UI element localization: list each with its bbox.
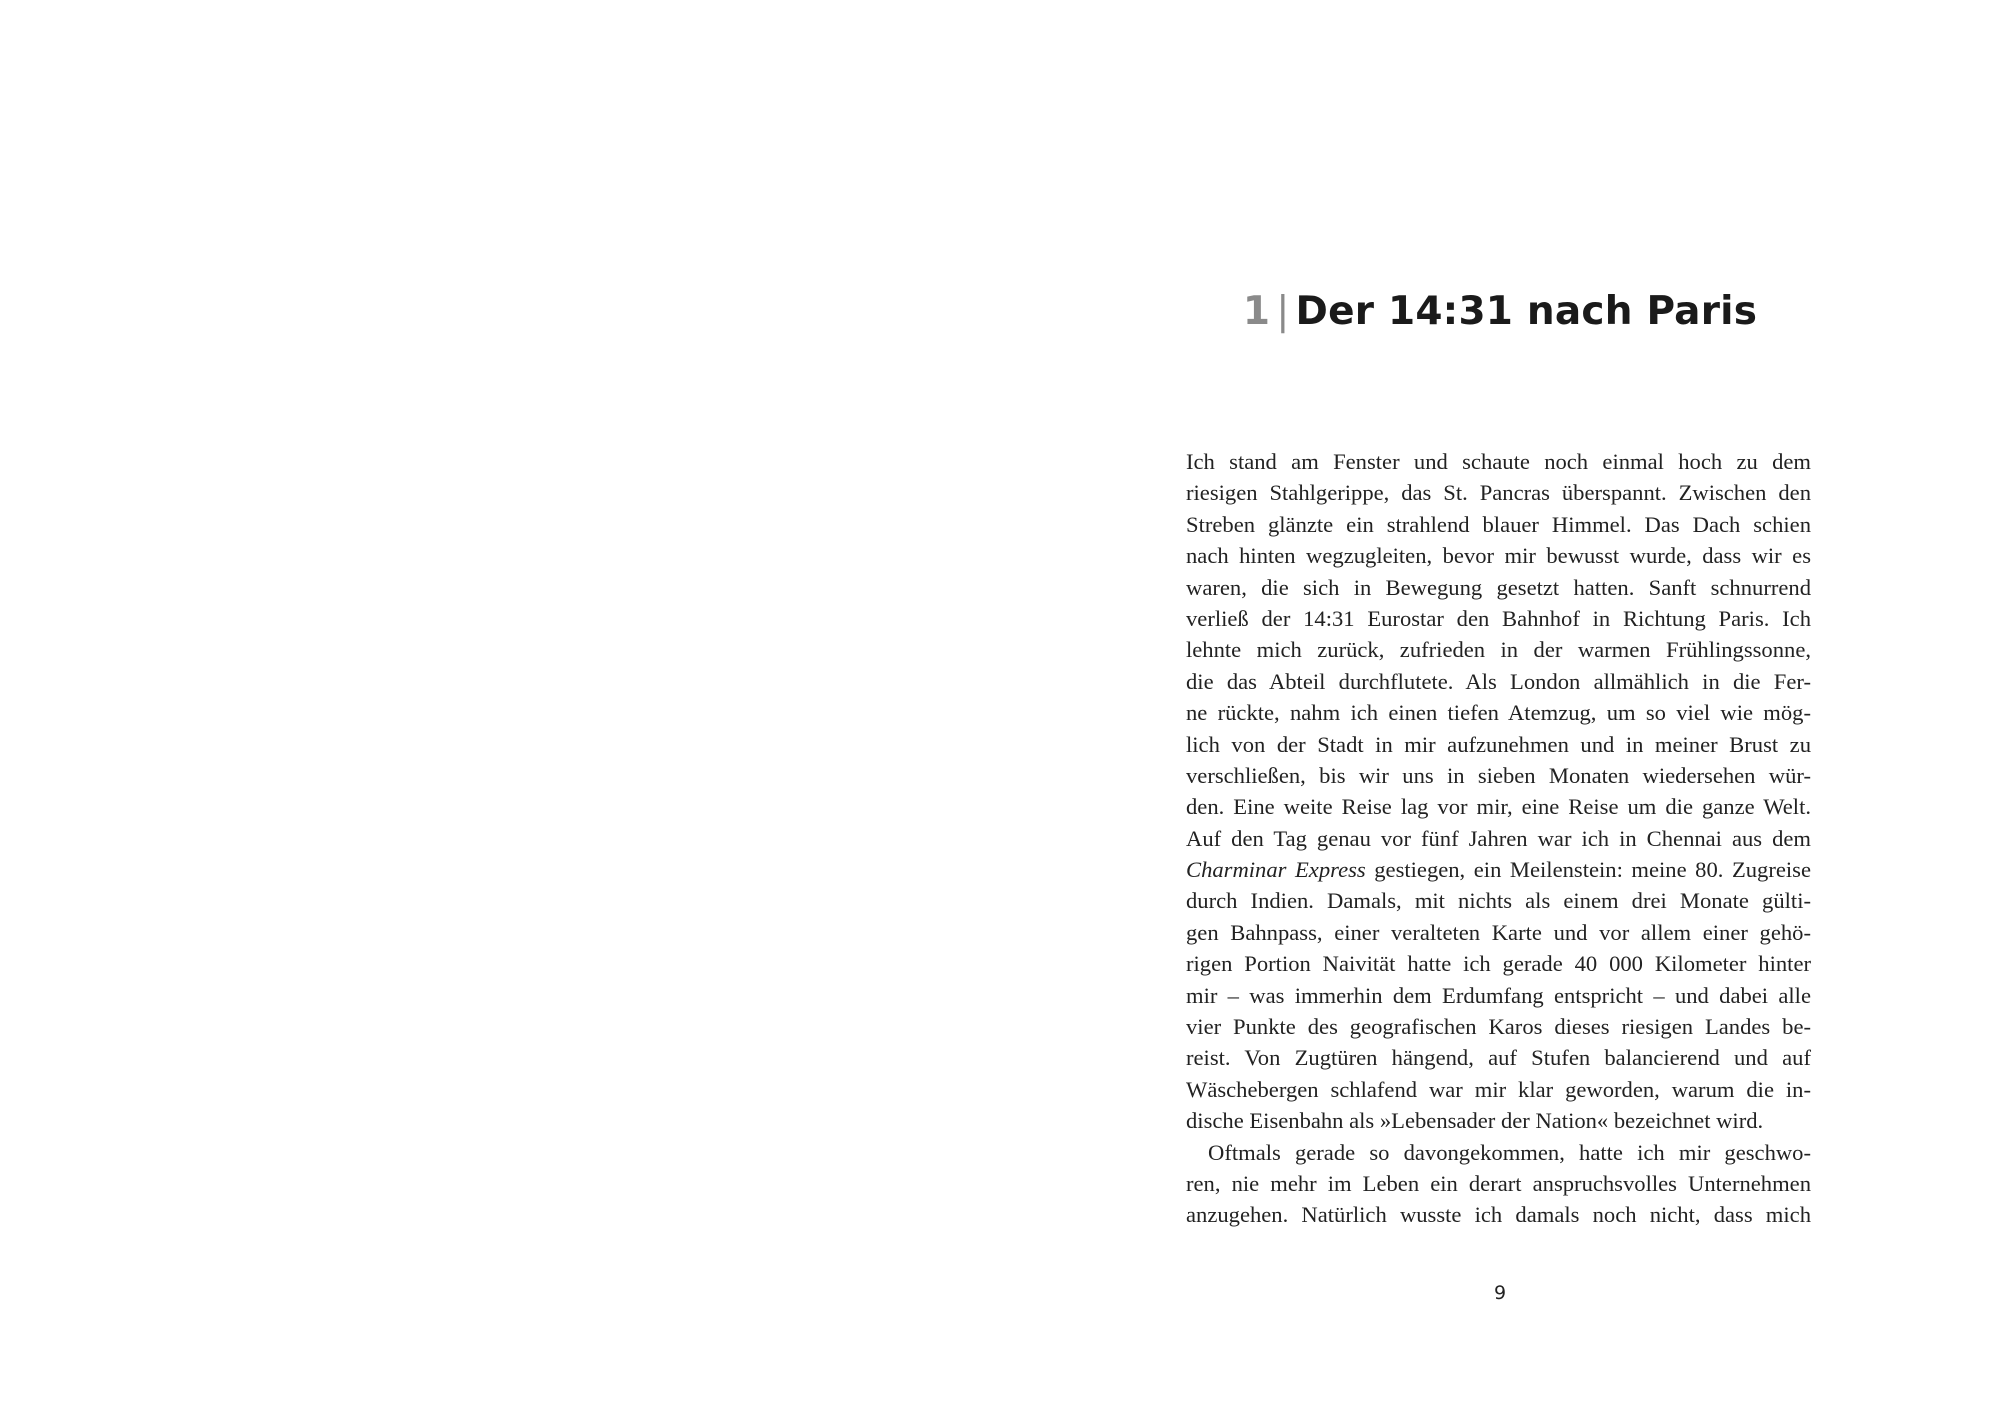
- text-line: vier Punkte des geografischen Karos dieses riesigen Landes be-: [1186, 1014, 1811, 1040]
- text-line: Streben glänzte ein strahlend blauer Himmel. Das Dach schien: [1186, 511, 1811, 537]
- text-line: die das Abteil durchflutete. Als London allmählich in die Fer-: [1186, 668, 1811, 694]
- text-line: verschließen, bis wir uns in sieben Monaten wiedersehen wür-: [1186, 762, 1811, 788]
- chapter-heading: [1190, 282, 1810, 342]
- text-line: nach hinten wegzugleiten, bevor mir bewusst wurde, dass wir es: [1186, 543, 1811, 569]
- text-line-rest: gestiegen, ein Meilenstein: meine 80. Zugreise: [1365, 857, 1812, 883]
- paragraph-2: [1186, 1137, 1811, 1231]
- text-line-with-italic: [1186, 854, 1811, 885]
- text-line: waren, die sich in Bewegung gesetzt hatten. Sanft schnurrend: [1186, 574, 1811, 600]
- text-line: riesigen Stahlgerippe, das St. Pancras überspannt. Zwischen den: [1186, 480, 1811, 506]
- text-line: den. Eine weite Reise lag vor mir, eine Reise um die ganze Welt.: [1186, 794, 1811, 820]
- text-line: Oftmals gerade so davongekommen, hatte ich mir geschwo-: [1208, 1139, 1811, 1165]
- chapter-separator: |: [1276, 289, 1290, 334]
- text-line: anzugehen. Natürlich wusste ich damals noch nicht, dass mich: [1186, 1202, 1811, 1228]
- text-line: lich von der Stadt in mir aufzunehmen und in meiner Brust zu: [1186, 731, 1811, 757]
- right-page: [1000, 0, 2000, 1414]
- text-line: Wäschebergen schlafend war mir klar geworden, warum die in-: [1186, 1076, 1811, 1102]
- chapter-number: 1: [1242, 289, 1271, 334]
- chapter-title: Der 14:31 nach Paris: [1295, 289, 1758, 334]
- text-line: rigen Portion Naivität hatte ich gerade 40 000 Kilometer hinter: [1186, 951, 1811, 977]
- page-number: 9: [1493, 1282, 1507, 1304]
- body-text: [1186, 446, 1811, 1231]
- text-line: mir – was immerhin dem Erdumfang entspricht – und dabei alle: [1186, 982, 1811, 1008]
- paragraph-1: [1186, 446, 1811, 1137]
- text-line: reist. Von Zugtüren hängend, auf Stufen balancierend und auf: [1186, 1045, 1811, 1071]
- italic-train-name: Charminar Express: [1186, 857, 1366, 883]
- text-line: ne rückte, nahm ich einen tiefen Atemzug, um so viel wie mög-: [1186, 700, 1811, 726]
- text-line: verließ der 14:31 Eurostar den Bahnhof in Richtung Paris. Ich: [1186, 605, 1811, 631]
- text-line: lehnte mich zurück, zufrieden in der warmen Frühlingssonne,: [1186, 637, 1811, 663]
- text-line: Auf den Tag genau vor fünf Jahren war ich in Chennai aus dem: [1186, 825, 1811, 851]
- text-line: ren, nie mehr im Leben ein derart anspruchsvolles Unternehmen: [1186, 1170, 1811, 1196]
- text-line: Ich stand am Fenster und schaute noch einmal hoch zu dem: [1186, 449, 1811, 474]
- text-line: durch Indien. Damals, mit nichts als einem drei Monate gülti-: [1186, 888, 1811, 914]
- text-line: dische Eisenbahn als »Lebensader der Nation« bezeichnet wird.: [1186, 1108, 1764, 1134]
- text-line: gen Bahnpass, einer veralteten Karte und vor allem einer gehö-: [1186, 919, 1811, 945]
